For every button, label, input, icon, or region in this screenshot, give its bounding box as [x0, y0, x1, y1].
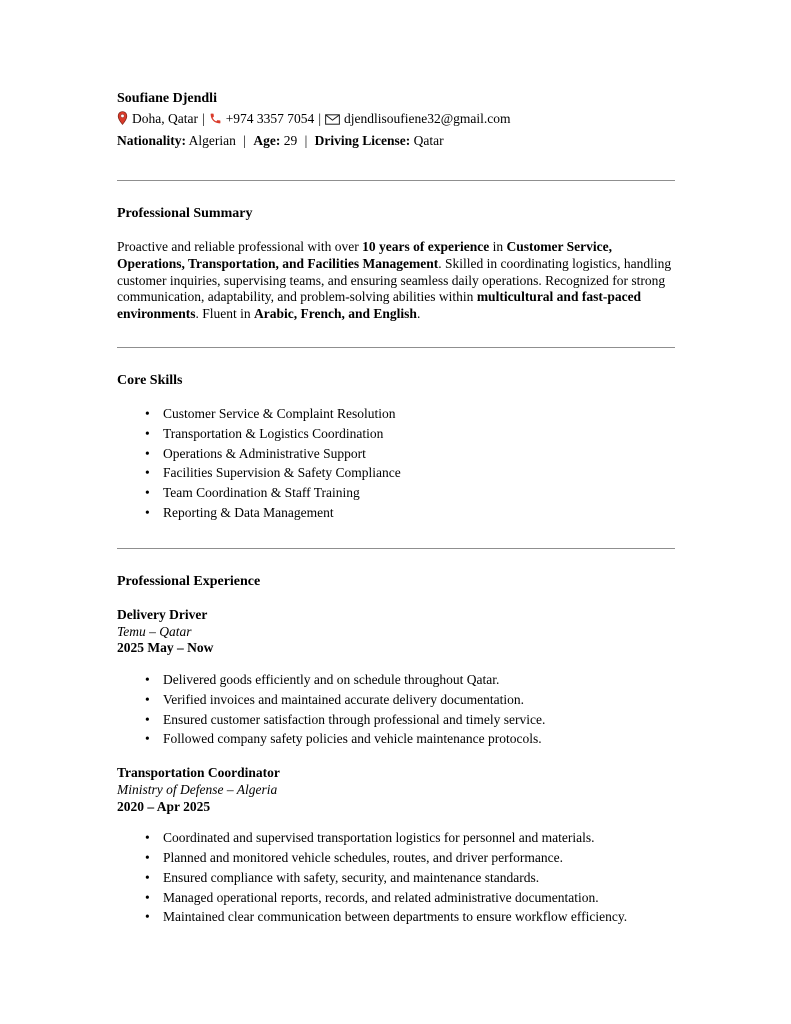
core-skills-section [117, 372, 675, 522]
person-name: Soufiane Djendli [117, 91, 217, 106]
list-item: • Delivered goods efficiently and on schedule throughout Qatar. [145, 672, 675, 689]
separator: | [304, 133, 308, 149]
separator: | [318, 111, 322, 127]
summary-heading: Professional Summary [117, 205, 253, 221]
list-item: • Verified invoices and maintained accurate delivery documentation. [145, 692, 675, 709]
nationality-value: Algerian [188, 133, 236, 149]
resume-header [117, 90, 675, 150]
contact-line [117, 111, 675, 130]
list-item: • Managed operational reports, records, and related administrative documentation. [145, 890, 675, 907]
location-text: Doha, Qatar [132, 111, 198, 127]
job-entry [117, 765, 675, 926]
job-dates: 2020 – Apr 2025 [117, 798, 211, 814]
phone-icon [209, 112, 222, 130]
job-bullet-list [117, 672, 675, 748]
age-value: 29 [283, 133, 298, 149]
section-divider [117, 548, 675, 549]
separator: | [201, 111, 205, 127]
summary-paragraph: Proactive and reliable professional with over 10 years of experience in Customer Service, Operations, Transportation, and Facilities Management. Skilled in coordinating logistics, handling customer inquiries, supervising teams, and ensuring seamless daily operations. Recognized for strong communication, adaptability, and problem-solving abilities within multicultural and fast-paced environments. Fluent in Arabic, French, and English. [117, 239, 672, 322]
experience-heading: Professional Experience [117, 573, 261, 589]
list-item: • Coordinated and supervised transportation logistics for personnel and materials. [145, 830, 675, 847]
section-divider [117, 347, 675, 348]
job-title: Transportation Coordinator [117, 765, 280, 781]
email-text: djendlisoufiene32@gmail.com [344, 111, 511, 127]
section-divider [117, 180, 675, 181]
driving-license-value: Qatar [413, 133, 444, 149]
age-label: Age: [253, 133, 281, 149]
job-bullet-list [117, 830, 675, 926]
list-item: • Operations & Administrative Support [145, 446, 675, 463]
list-item: • Maintained clear communication between departments to ensure workflow efficiency. [145, 909, 675, 926]
list-item: • Ensured compliance with safety, security, and maintenance standards. [145, 870, 675, 887]
location-pin-icon [117, 111, 128, 130]
list-item: • Reporting & Data Management [145, 505, 675, 522]
list-item: • Transportation & Logistics Coordination [145, 426, 675, 443]
driving-license-label: Driving License: [314, 133, 411, 149]
experience-section [117, 573, 675, 926]
separator: | [243, 133, 246, 149]
job-title: Delivery Driver [117, 606, 208, 622]
list-item: • Facilities Supervision & Safety Compliance [145, 465, 675, 482]
list-item: • Followed company safety policies and vehicle maintenance protocols. [145, 731, 675, 748]
core-skills-list [117, 406, 675, 521]
core-skills-heading: Core Skills [117, 372, 183, 388]
phone-text: +974 3357 7054 [225, 111, 315, 127]
nationality-label: Nationality: [117, 133, 186, 149]
job-dates: 2025 May – Now [117, 640, 214, 656]
personal-details-line [117, 133, 675, 150]
summary-section [117, 205, 675, 323]
list-item: • Planned and monitored vehicle schedules, routes, and driver performance. [145, 850, 675, 867]
list-item: • Ensured customer satisfaction through professional and timely service. [145, 712, 675, 729]
list-item: • Customer Service & Complaint Resolution [145, 406, 675, 423]
list-item: • Team Coordination & Staff Training [145, 485, 675, 502]
job-entry [117, 607, 675, 748]
job-company: Temu – Qatar [117, 623, 192, 639]
email-envelope-icon [325, 113, 340, 130]
job-company: Ministry of Defense – Algeria [117, 781, 278, 797]
